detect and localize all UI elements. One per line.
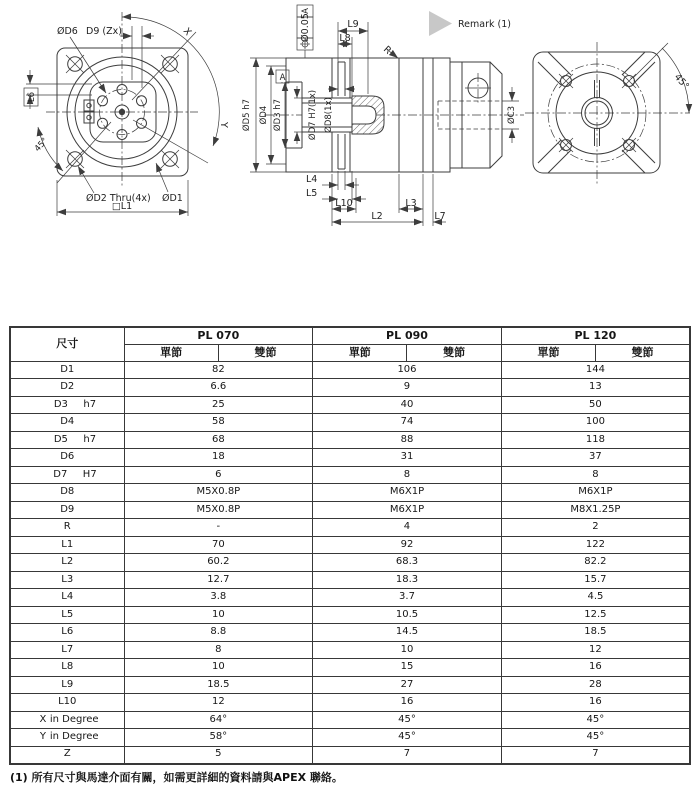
dim-value: 60.2 (124, 554, 313, 572)
row-label: X in Degree (10, 711, 124, 729)
dim-value: 82 (124, 361, 313, 379)
stage-header-single: 單節 (124, 344, 218, 361)
label-d3: ØD3 h7 (273, 98, 283, 132)
angle-45-label: 45° (32, 136, 51, 155)
dim-value: 7 (501, 746, 690, 764)
dim-value: 16 (501, 659, 690, 677)
remark-triangle-icon (429, 11, 452, 36)
rear-angle-45-label: 45° (671, 71, 691, 92)
dim-value: 50 (501, 396, 690, 414)
model-header-pl070: PL 070 (124, 327, 313, 344)
row-label: D8 (10, 484, 124, 502)
table-row (10, 519, 690, 537)
dim-value: 10 (124, 659, 313, 677)
dim-value: 4 (313, 519, 502, 537)
dim-value: 122 (501, 536, 690, 554)
dim-value: 58° (124, 729, 313, 747)
dim-value: 144 (501, 361, 690, 379)
table-row (10, 694, 690, 712)
stage-header-double: 雙節 (596, 344, 690, 361)
dim-value: 16 (313, 694, 502, 712)
table-row (10, 554, 690, 572)
dim-value: 88 (313, 431, 502, 449)
table-row (10, 484, 690, 502)
dim-value: 45° (501, 729, 690, 747)
label-l8: L8 (339, 33, 351, 44)
row-label: D1 (10, 361, 124, 379)
dim-value: 12 (124, 694, 313, 712)
row-label: L5 (10, 606, 124, 624)
stage-header-single: 單節 (313, 344, 407, 361)
dim-value: 118 (501, 431, 690, 449)
label-d6: ØD6 (57, 26, 78, 37)
label-l5: L5 (306, 188, 318, 199)
row-label: L2 (10, 554, 124, 572)
dim-value: M6X1P (313, 484, 502, 502)
label-d1: ØD1 (162, 193, 183, 204)
footnote: (1) 所有尺寸與馬達介面有關，如需更詳細的資料請與APEX 聯絡。 (10, 771, 343, 784)
table-row (10, 624, 690, 642)
table-row (10, 396, 690, 414)
label-l1: □L1 (111, 201, 133, 212)
fcf-tolerance-label: Ø0.05 (300, 13, 311, 42)
dim-value: - (124, 519, 313, 537)
dimension-table (9, 326, 691, 765)
dim-value: 10.5 (313, 606, 502, 624)
row-label: L8 (10, 659, 124, 677)
dim-value: 68 (124, 431, 313, 449)
row-label: L3 (10, 571, 124, 589)
label-d4: ØD4 (259, 105, 269, 125)
dim-value: 10 (124, 606, 313, 624)
label-d5: ØD5 h7 (242, 98, 252, 132)
dim-value: 5 (124, 746, 313, 764)
dim-value: 40 (313, 396, 502, 414)
dim-value: 27 (313, 676, 502, 694)
dim-value: 9 (313, 379, 502, 397)
label-c3: ØC3 (507, 105, 517, 125)
label-l3: L3 (405, 198, 417, 209)
stage-header-double: 雙節 (407, 344, 501, 361)
dimension-table-body (10, 361, 690, 764)
label-l4: L4 (306, 174, 318, 185)
dim-value: 7 (313, 746, 502, 764)
dim-value: 106 (313, 361, 502, 379)
dim-value: 3.8 (124, 589, 313, 607)
label-d9: D9 (Zx) (86, 26, 122, 37)
dim-value: 8 (313, 466, 502, 484)
dim-value: 92 (313, 536, 502, 554)
dim-value: M6X1P (313, 501, 502, 519)
dim-value: 3.7 (313, 589, 502, 607)
corner-header: 尺寸 (10, 327, 124, 361)
row-label: Y in Degree (10, 729, 124, 747)
table-row (10, 466, 690, 484)
label-l10: L10 (335, 198, 353, 209)
table-row (10, 606, 690, 624)
table-row (10, 746, 690, 764)
row-label: L4 (10, 589, 124, 607)
dim-value: 45° (313, 711, 502, 729)
dim-lengths-bottom (306, 171, 446, 226)
row-label: L6 (10, 624, 124, 642)
dim-l6 (24, 70, 92, 109)
dim-value: 10 (313, 641, 502, 659)
table-row (10, 536, 690, 554)
model-header-pl090: PL 090 (313, 327, 502, 344)
table-row (10, 676, 690, 694)
dim-value: 15.7 (501, 571, 690, 589)
tolerance-frame (297, 5, 313, 58)
dim-value: 18.5 (501, 624, 690, 642)
angle-y-label: Y (218, 122, 229, 128)
dim-value: 12.7 (124, 571, 313, 589)
row-label: R (10, 519, 124, 537)
row-label: D2 (10, 379, 124, 397)
dim-value: 8 (124, 641, 313, 659)
table-row (10, 589, 690, 607)
label-l7: L7 (434, 211, 446, 222)
table-row (10, 641, 690, 659)
technical-drawings (0, 0, 700, 322)
dim-value: 16 (501, 694, 690, 712)
table-row (10, 571, 690, 589)
table-row (10, 379, 690, 397)
dim-value: 4.5 (501, 589, 690, 607)
row-label: D5 h7 (10, 431, 124, 449)
dim-value: M5X0.8P (124, 484, 313, 502)
remark-label: Remark (1) (458, 19, 511, 30)
model-header-row (10, 327, 690, 344)
section-view-drawing (241, 5, 524, 226)
dim-value: 15 (313, 659, 502, 677)
row-label: L7 (10, 641, 124, 659)
stage-header-single: 單節 (501, 344, 595, 361)
table-row (10, 501, 690, 519)
dim-value: 13 (501, 379, 690, 397)
dim-value: 18 (124, 449, 313, 467)
rear-view-drawing (525, 42, 691, 184)
label-d2: ØD2 Thru(4x) (86, 193, 151, 204)
dim-value: 2 (501, 519, 690, 537)
dim-value: 14.5 (313, 624, 502, 642)
dim-value: 28 (501, 676, 690, 694)
dim-value: M5X0.8P (124, 501, 313, 519)
label-r: R (380, 44, 394, 57)
dim-value: 100 (501, 414, 690, 432)
dim-value: 45° (501, 711, 690, 729)
dim-value: 74 (313, 414, 502, 432)
row-label: D3 h7 (10, 396, 124, 414)
dim-value: 37 (501, 449, 690, 467)
row-label: D4 (10, 414, 124, 432)
dim-value: 18.5 (124, 676, 313, 694)
dim-value: 8.8 (124, 624, 313, 642)
table-row (10, 431, 690, 449)
model-header-pl120: PL 120 (501, 327, 690, 344)
dim-value: 12 (501, 641, 690, 659)
row-label: D6 (10, 449, 124, 467)
dim-value: M6X1P (501, 484, 690, 502)
table-row (10, 659, 690, 677)
dim-value: 45° (313, 729, 502, 747)
row-label: L10 (10, 694, 124, 712)
dim-value: 12.5 (501, 606, 690, 624)
row-label: Z (10, 746, 124, 764)
dim-value: 25 (124, 396, 313, 414)
table-row (10, 711, 690, 729)
dim-value: 6 (124, 466, 313, 484)
dim-value: M8X1.25P (501, 501, 690, 519)
table-row (10, 729, 690, 747)
dim-value: 18.3 (313, 571, 502, 589)
table-row (10, 361, 690, 379)
dim-value: 64° (124, 711, 313, 729)
label-l9: L9 (347, 19, 359, 30)
dim-value: 70 (124, 536, 313, 554)
stage-header-double: 雙節 (218, 344, 312, 361)
row-label: D7 H7 (10, 466, 124, 484)
table-row (10, 414, 690, 432)
dim-value: 82.2 (501, 554, 690, 572)
dim-value: 31 (313, 449, 502, 467)
dim-value: 6.6 (124, 379, 313, 397)
dim-value: 68.3 (313, 554, 502, 572)
fcf-datum-label: A (301, 8, 311, 14)
label-d7: ØD7 H7(1x) (308, 89, 318, 141)
label-l2: L2 (371, 211, 383, 222)
row-label: D9 (10, 501, 124, 519)
datum-a-label: A (279, 73, 286, 83)
dim-value: 58 (124, 414, 313, 432)
row-label: L9 (10, 676, 124, 694)
front-view-drawing (24, 12, 229, 216)
label-d8: ØD8(1x) (324, 97, 334, 133)
row-label: L1 (10, 536, 124, 554)
table-row (10, 449, 690, 467)
angle-x-label: X (180, 25, 194, 38)
dim-value: 8 (501, 466, 690, 484)
label-l6: L6 (27, 91, 37, 103)
